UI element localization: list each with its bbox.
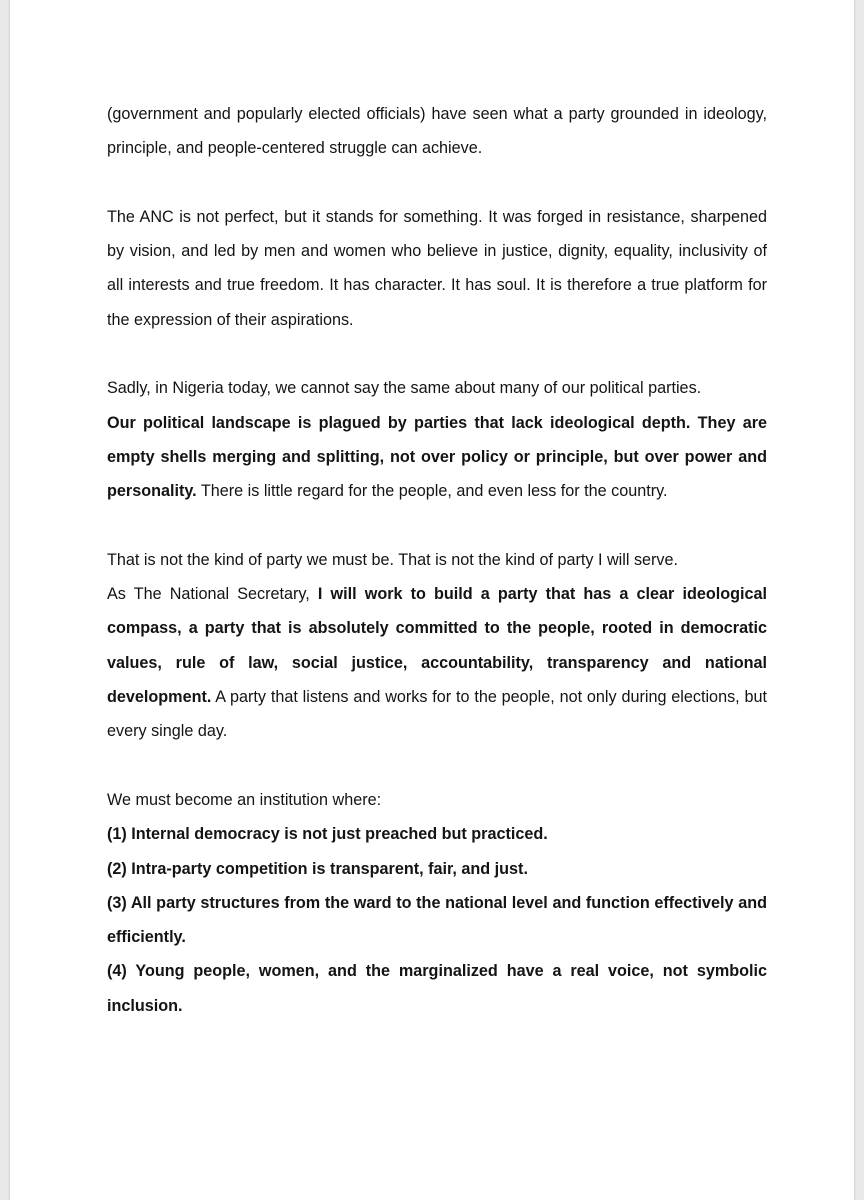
institution-intro-text: We must become an institution where: <box>107 790 382 809</box>
little-regard-text: There is little regard for the people, and even less for the country. <box>196 482 668 501</box>
paragraph-anc: The ANC is not perfect, but it stands for something. It was forged in resistance, sharpened by vision, and led by men and women who believe in justice, dignity, equality, inclusivity of all interests and true freedom. It has character. It has soul. It is therefore a true platform for the expression of their aspirations. <box>107 207 767 329</box>
paragraph-institution <box>107 783 767 1023</box>
document-page <box>10 0 854 1200</box>
list-item: (3) All party structures from the ward to the national level and function effectively and efficiently. <box>107 893 767 947</box>
list-item: (1) Internal democracy is not just preached but practiced. <box>107 825 548 844</box>
national-secretary-lead-text: As The National Secretary, <box>107 585 318 604</box>
list-item: (2) Intra-party competition is transparent, fair, and just. <box>107 859 528 878</box>
political-landscape-bold-text: Our political landscape is plagued by parties that lack ideological depth. They are empty shells merging and splitting, not over policy or principle, but over power and personality. <box>107 413 767 501</box>
nigeria-intro-text: Sadly, in Nigeria today, we cannot say the same about many of our political parties. <box>107 379 702 398</box>
paragraph-government-officials: (government and popularly elected officials) have seen what a party grounded in ideology, principle, and people-centered struggle can achieve. <box>107 105 767 158</box>
list-item: (4) Young people, women, and the marginalized have a real voice, not symbolic inclusion. <box>107 962 767 1015</box>
paragraph-nigeria-parties <box>107 371 767 508</box>
listens-works-text: A party that listens and works for to the people, not only during elections, but every single day. <box>107 688 767 741</box>
commitment-bold-text: I will work to build a party that has a clear ideological compass, a party that is absolutely committed to the people, rooted in democratic values, rule of law, social justice, accountability, transparency and national development. <box>107 585 767 707</box>
document-body <box>107 97 767 1057</box>
paragraph-national-secretary <box>107 543 767 749</box>
kind-of-party-text: That is not the kind of party we must be. That is not the kind of party I will serve. <box>107 550 679 569</box>
